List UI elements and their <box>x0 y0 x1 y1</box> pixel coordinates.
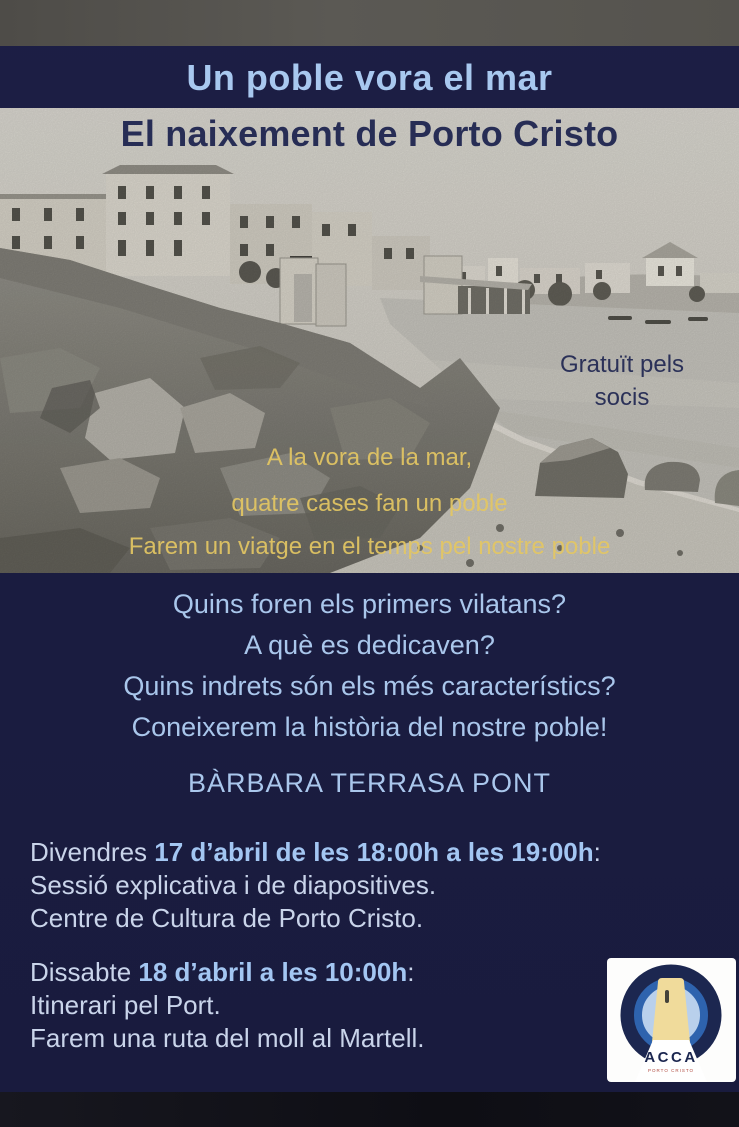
session-saturday-heading <box>30 956 630 989</box>
acca-logo-graphic <box>607 958 736 1082</box>
verse-line-3: Farem un viatge en el temps pel nostre poble <box>128 533 611 560</box>
photo-subtitle: El naixement de Porto Cristo <box>120 113 619 154</box>
verse-line-1: A la vora de la mar, <box>266 444 473 471</box>
session-saturday-colon: : <box>407 957 415 987</box>
session-friday-heading <box>30 836 630 869</box>
free-note-line-2: socis <box>594 384 650 411</box>
session-saturday-detail-1: Itinerari pel Port. <box>30 990 221 1020</box>
logo-martell-tower <box>652 978 690 1042</box>
session-friday-detail-2: Centre de Cultura de Porto Cristo. <box>30 903 424 933</box>
bottom-letterbox-bar <box>0 1092 739 1127</box>
logo-acronym: ACCA <box>644 1049 698 1066</box>
top-letterbox-bar <box>0 0 739 46</box>
question-2: A què es dedicaven? <box>244 630 495 660</box>
free-admission-note <box>527 348 717 414</box>
speaker-name: BÀRBARA TERRASA PONT <box>187 768 552 798</box>
verse-line-2: quatre cases fan un poble <box>231 490 508 517</box>
question-1: Quins foren els primers vilatans? <box>172 589 567 619</box>
vintage-photo <box>0 108 739 573</box>
logo-tower-window <box>665 990 669 1003</box>
logo-subtext: PORTO CRISTO <box>647 1068 695 1073</box>
session-friday-colon: : <box>593 837 601 867</box>
session-saturday-detail-2: Farem una ruta del moll al Martell. <box>30 1023 425 1053</box>
session-saturday-day: Dissabte <box>30 957 139 987</box>
session-friday-datetime: 17 d’abril de les 18:00h a les 19:00h <box>154 837 594 867</box>
session-friday <box>30 836 630 935</box>
acca-logo <box>607 958 736 1082</box>
session-saturday-datetime: 18 d’abril a les 10:00h <box>138 957 408 987</box>
verse-overlay <box>0 444 739 561</box>
question-4: Coneixerem la història del nostre poble! <box>131 712 608 742</box>
session-saturday <box>30 956 630 1055</box>
questions-block <box>0 584 739 748</box>
poster-title: Un poble vora el mar <box>186 57 553 98</box>
question-3: Quins indrets són els més característics? <box>123 671 616 701</box>
session-friday-detail-1: Sessió explicativa i de diapositives. <box>30 870 437 900</box>
free-note-line-1: Gratuït pels <box>559 351 685 378</box>
session-friday-day: Divendres <box>30 837 155 867</box>
